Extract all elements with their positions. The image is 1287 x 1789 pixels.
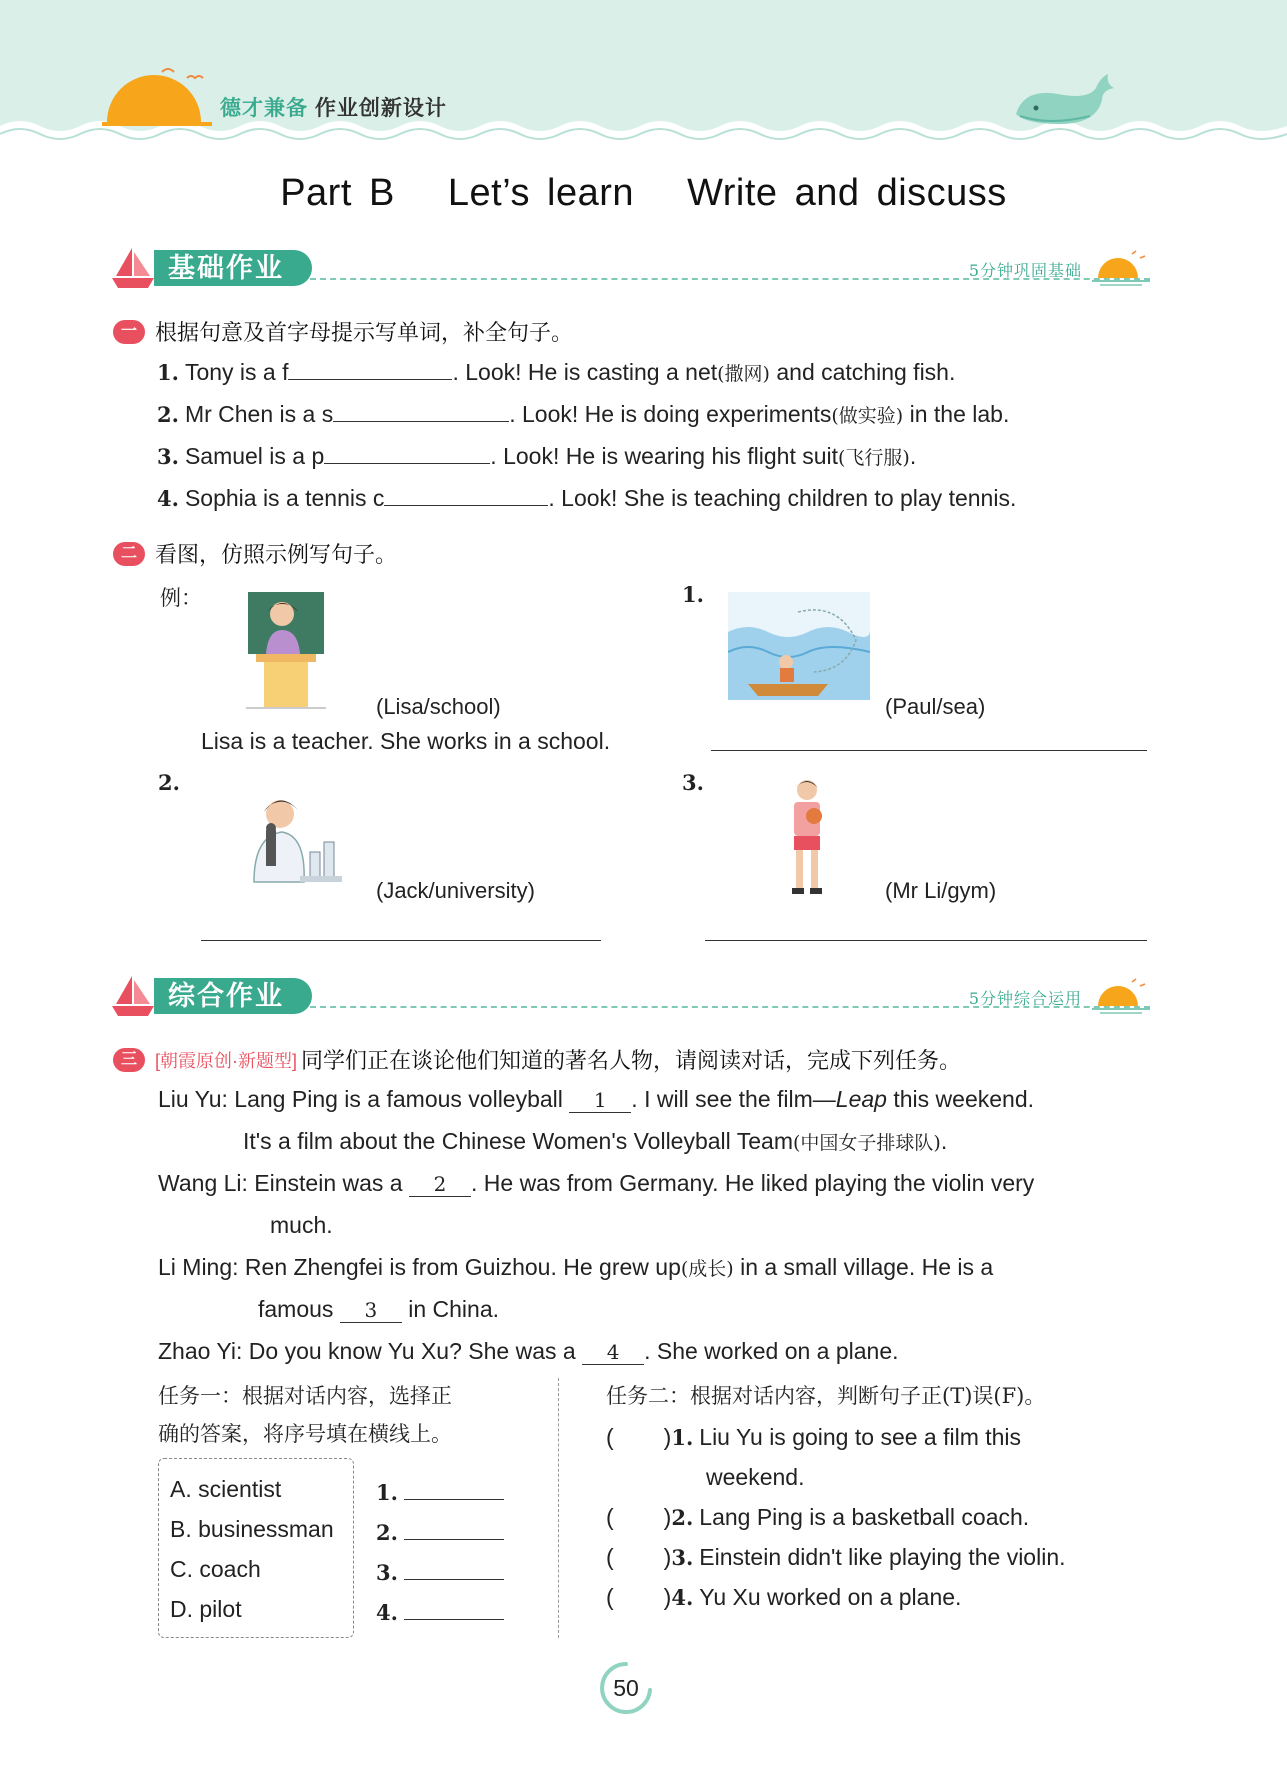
q1-item-1: 1. Tony is a f . Look! He is casting a net(撒网) and catching fish. xyxy=(157,356,955,386)
q2-item-1-answer-line[interactable] xyxy=(711,750,1147,751)
q1-blank-1[interactable] xyxy=(288,356,452,380)
question-2-instruction: 看图，仿照示例写句子。 xyxy=(155,542,398,567)
mini-sun-icon xyxy=(1092,976,1150,1016)
task2-item-2: ( )2. Lang Ping is a basketball coach. xyxy=(606,1504,1030,1530)
title-write: Write and discuss xyxy=(687,172,1007,214)
basketball-coach-image xyxy=(778,776,836,902)
option-c: C. coach xyxy=(170,1556,261,1582)
q1-item-4: 4. Sophia is a tennis c . Look! She is teaching children to play tennis. xyxy=(157,482,1016,512)
section-comprehensive-tag: 5分钟综合运用 xyxy=(968,989,1082,1008)
dialogue-blank-3[interactable]: 3 xyxy=(340,1299,402,1323)
section-comprehensive-label: 综合作业 xyxy=(154,978,312,1014)
example-sentence: Lisa is a teacher. She works in a school. xyxy=(201,728,611,754)
scientist-image xyxy=(244,792,344,892)
task1-answer-1: 1. xyxy=(376,1476,504,1506)
example-caption: (Lisa/school) xyxy=(376,694,501,719)
task1-answer-4: 4. xyxy=(376,1596,504,1626)
dialogue-wang-li: Wang Li: Einstein was a 2 . He was from Germany. He liked playing the violin very xyxy=(158,1170,1035,1196)
dialogue-liu-yu: Liu Yu: Lang Ping is a famous volleyball 1 . I will see the film—Leap this weekend. xyxy=(158,1086,1034,1112)
task1-answer-3: 3. xyxy=(376,1556,504,1586)
page-number xyxy=(598,1660,654,1716)
q1-item-3: 3. Samuel is a p . Look! He is wearing his flight suit(飞行服). xyxy=(157,440,916,470)
q2-item-2-caption: (Jack/university) xyxy=(376,878,535,903)
question-1-instruction: 根据句意及首字母提示写单词，补全句子。 xyxy=(155,320,574,345)
dialogue-blank-1[interactable]: 1 xyxy=(569,1089,631,1113)
q2-item-2-number: 2. xyxy=(158,770,180,795)
question-3-source: [朝霞原创·新题型] xyxy=(155,1050,297,1071)
question-2-heading xyxy=(113,538,397,569)
title-part: Part B xyxy=(280,172,395,214)
q2-item-3-number: 3. xyxy=(682,770,704,795)
question-3-instruction: 同学们正在谈论他们知道的著名人物，请阅读对话，完成下列任务。 xyxy=(301,1048,962,1073)
example-label: 例： xyxy=(160,586,202,610)
page-title xyxy=(0,172,1287,215)
q1-blank-3[interactable] xyxy=(324,440,490,464)
dialogue-blank-2[interactable]: 2 xyxy=(409,1173,471,1197)
dialogue-liu-yu-cont: It's a film about the Chinese Women's Volleyball Team(中国女子排球队). xyxy=(243,1128,948,1154)
sun-logo-icon xyxy=(102,62,212,130)
sailboat-icon xyxy=(110,246,156,290)
task2-instruction: 任务二：根据对话内容，判断句子正(T)误(F)。 xyxy=(606,1384,1046,1408)
task1-blank-1[interactable] xyxy=(404,1476,504,1500)
dialogue-li-ming-cont: famous 3 in China. xyxy=(258,1296,499,1322)
task2-item-3: ( )3. Einstein didn't like playing the violin. xyxy=(606,1544,1066,1570)
task2-item-1: ( )1. Liu Yu is going to see a film this xyxy=(606,1424,1022,1450)
q1-blank-2[interactable] xyxy=(333,398,509,422)
mini-sun-icon xyxy=(1092,248,1150,288)
section-basic-tag: 5分钟巩固基础 xyxy=(968,261,1082,280)
section-comprehensive-banner xyxy=(110,972,1150,1022)
task1-answer-2: 2. xyxy=(376,1516,504,1546)
page-header xyxy=(0,0,1287,150)
task1-instruction-line2: 确的答案，将序号填在横线上。 xyxy=(158,1422,452,1446)
q2-item-3-caption: (Mr Li/gym) xyxy=(885,878,997,903)
q2-item-2-answer-line[interactable] xyxy=(201,940,601,941)
option-b: B. businessman xyxy=(170,1516,334,1542)
q1-blank-4[interactable] xyxy=(384,482,548,506)
task1-blank-4[interactable] xyxy=(404,1596,504,1620)
dialogue-wang-li-cont: much. xyxy=(270,1212,333,1238)
q2-item-3-answer-line[interactable] xyxy=(705,940,1147,941)
task1-blank-3[interactable] xyxy=(404,1556,504,1580)
title-learn: Let’s learn xyxy=(447,172,635,214)
question-3-number: 三 xyxy=(113,1048,145,1072)
q2-item-1-number: 1. xyxy=(682,582,704,607)
dialogue-zhao-yi: Zhao Yi: Do you know Yu Xu? She was a 4 . She worked on a plane. xyxy=(158,1338,899,1364)
dialogue-blank-4[interactable]: 4 xyxy=(582,1341,644,1365)
fishing-sea-image xyxy=(728,592,870,700)
task2-item-1-cont: weekend. xyxy=(706,1464,805,1490)
section-basic-label: 基础作业 xyxy=(154,250,312,286)
q2-item-1-caption: (Paul/sea) xyxy=(885,694,986,719)
brand-title xyxy=(220,92,447,122)
task1-instruction-line1: 任务一：根据对话内容，选择正 xyxy=(158,1384,452,1408)
task1-blank-2[interactable] xyxy=(404,1516,504,1540)
brand-green: 德才兼备 xyxy=(220,97,308,120)
question-3-heading xyxy=(113,1044,961,1075)
dialogue-li-ming: Li Ming: Ren Zhengfei is from Guizhou. He grew up(成长) in a small village. He is a xyxy=(158,1254,994,1280)
task2-item-4: ( )4. Yu Xu worked on a plane. xyxy=(606,1584,962,1610)
option-d: D. pilot xyxy=(170,1596,242,1622)
q1-item-2: 2. Mr Chen is a s . Look! He is doing experiments(做实验) in the lab. xyxy=(157,398,1009,428)
question-2-number: 二 xyxy=(113,542,145,566)
question-1-number: 一 xyxy=(113,320,145,344)
option-a: A. scientist xyxy=(170,1476,282,1502)
teacher-image xyxy=(246,592,326,712)
brand-dark: 作业创新设计 xyxy=(314,97,447,120)
section-basic-banner xyxy=(110,244,1150,294)
page-number-text: 50 xyxy=(613,1675,639,1701)
sailboat-icon xyxy=(110,974,156,1018)
question-1-heading xyxy=(113,316,573,347)
task-divider xyxy=(558,1378,559,1638)
whale-icon xyxy=(1010,70,1120,132)
